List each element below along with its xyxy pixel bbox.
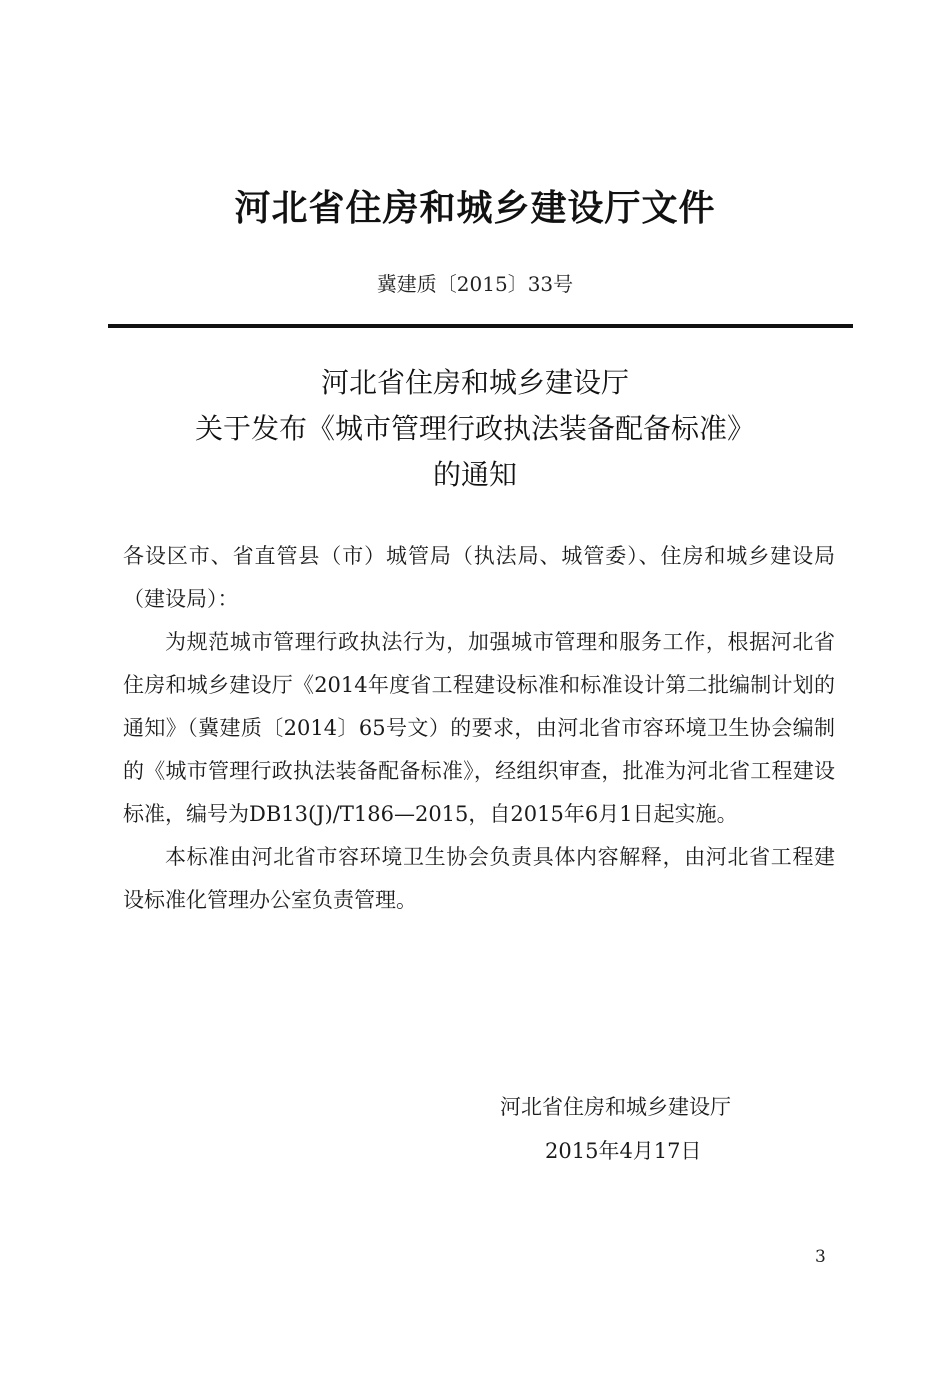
notice-subject — [0, 360, 950, 498]
issuing-organization: 河北省住房和城乡建设厅 — [500, 1095, 731, 1119]
notice-body — [123, 535, 835, 922]
subject-line-1: 河北省住房和城乡建设厅 — [320, 366, 629, 399]
header-divider — [108, 324, 853, 328]
document-header-title: 河北省住房和城乡建设厅文件 — [234, 188, 716, 229]
body-paragraph-1: 为规范城市管理行政执法行为，加强城市管理和服务工作，根据河北省住房和城乡建设厅《2014年度省工程建设标准和标准设计第二批编制计划的通知》（冀建质〔2014〕65号文）的要求，由河北省市容环境卫生协会编制的《城市管理行政执法装备配备标准》，经组织审查，批准为河北省工程建设标准，编号为DB13(J)/T186—2015，自2015年6月1日起实施。 — [123, 630, 835, 826]
subject-line-3: 的通知 — [432, 458, 517, 491]
page-number: 3 — [815, 1247, 826, 1267]
addressee: 各设区市、省直管县（市）城管局（执法局、城管委）、住房和城乡建设局（建设局）： — [123, 544, 835, 611]
body-paragraph-2: 本标准由河北省市容环境卫生协会负责具体内容解释，由河北省工程建设标准化管理办公室负责管理。 — [123, 845, 835, 912]
document-number: 冀建质〔2015〕33号 — [376, 272, 574, 296]
signature-block — [500, 1085, 800, 1173]
issue-date: 2015年4月17日 — [545, 1139, 702, 1163]
subject-line-2: 关于发布《城市管理行政执法装备配备标准》 — [194, 412, 755, 445]
